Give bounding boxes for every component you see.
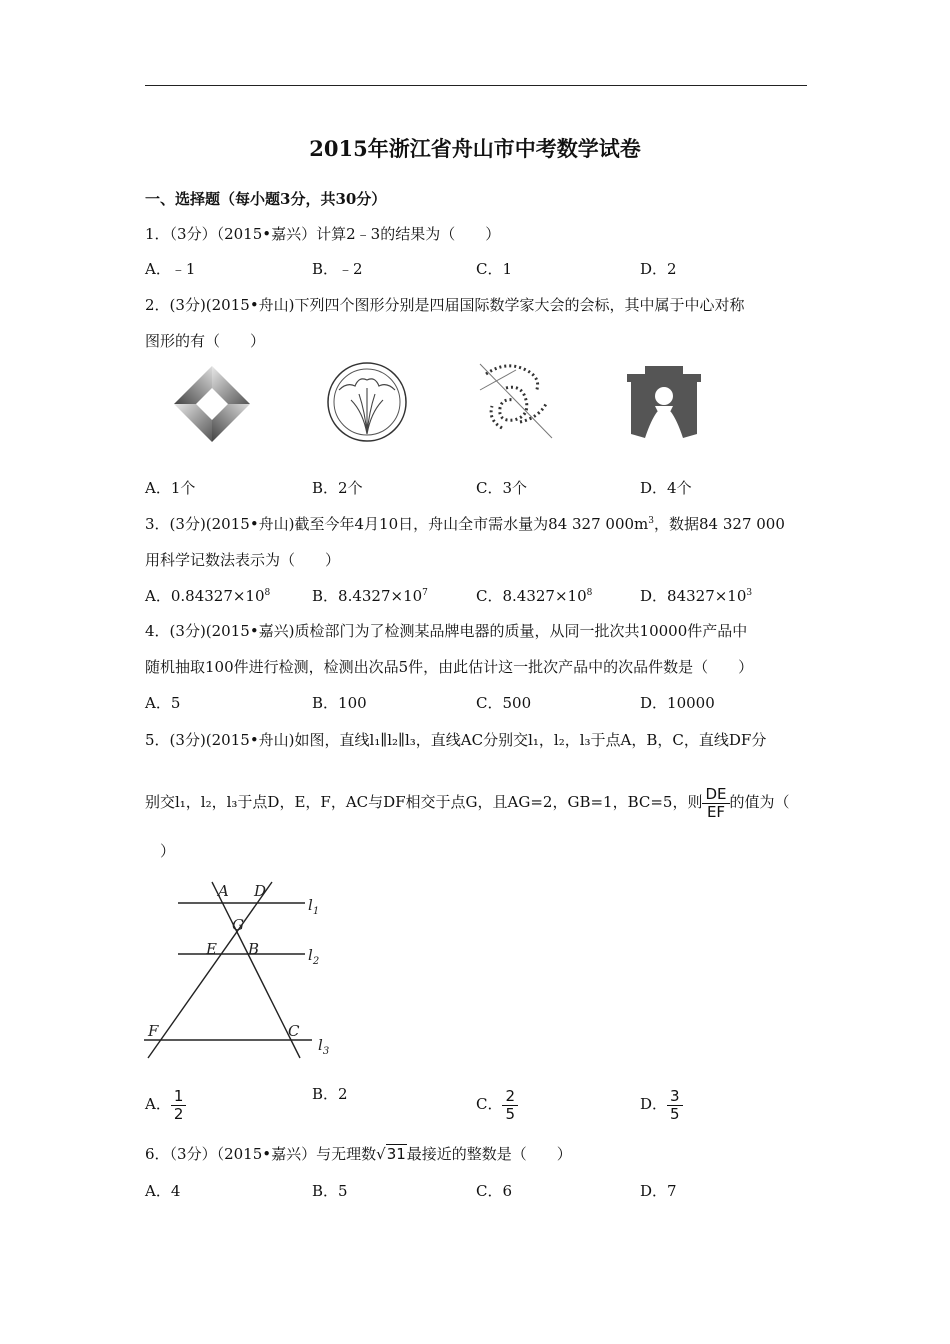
dotted-curve-logo-figure (476, 360, 556, 442)
q5-option-a: A． $\frac{1}{2}$ (145, 1084, 186, 1124)
label-E: E (206, 940, 217, 958)
q6-option-a: A．4 (145, 1182, 181, 1200)
q5-stem-line1: 5．(3分)(2015•舟山)如图，直线l₁∥l₂∥l₃，直线AC分别交l₁，l₂，l₃于点A，B，C，直线DF分 (145, 731, 767, 749)
q1-stem: 1．（3分）（2015•嘉兴）计算2﹣3的结果为（ ） (145, 225, 501, 243)
label-l2: $l_2$ (308, 946, 320, 967)
q3-option-a: A．$0.84327\times 10^8$ (145, 587, 271, 605)
q3-stem-line2: 用科学记数法表示为（ ） (145, 551, 341, 569)
q2-stem-line2: 图形的有（ ） (145, 332, 266, 350)
temple-logo-figure (625, 364, 703, 440)
label-D: D (254, 882, 267, 900)
q5-option-c: C． $\frac{2}{5}$ (476, 1084, 518, 1124)
q1-option-a: A．﹣1 (145, 260, 196, 278)
q2-stem-line1: 2．(3分)(2015•舟山)下列四个图形分别是四届国际数学家大会的会标，其中属于中心对称 (145, 296, 745, 314)
q5-stem-line2: 别交l₁，l₂，l₃于点D，E，F，AC与DF相交于点G，且AG=2，GB=1，BC=5，则 $\frac{DE}{EF}$ 的值为（ (145, 784, 790, 821)
label-l1: $l_1$ (308, 896, 320, 917)
q6-option-d: D．7 (640, 1182, 677, 1200)
pinwheel-logo-figure (172, 364, 252, 444)
q2-option-c: C．3个 (476, 479, 528, 497)
q2-option-d: D．4个 (640, 479, 692, 497)
section-heading: 一、选择题（每小题3分，共30分） (145, 190, 387, 208)
q5-fraction-de-ef: $\frac{DE}{EF}$ (702, 786, 729, 821)
page-title: 2015年浙江省舟山市中考数学试卷 (309, 136, 641, 161)
q5-option-d: D． $\frac{3}{5}$ (640, 1084, 683, 1124)
label-F: F (148, 1022, 159, 1040)
label-A: A (218, 882, 229, 900)
sqrt-expression: √31 (376, 1145, 406, 1163)
q4-stem-line1: 4．(3分)(2015•嘉兴)质检部门为了检测某品牌电器的质量，从同一批次共10000件产品中 (145, 622, 748, 640)
q4-option-d: D．10000 (640, 694, 715, 712)
circle-arcs-logo-figure (325, 360, 409, 444)
q3-option-c: C．$8.4327\times 10^8$ (476, 587, 593, 605)
q4-option-a: A．5 (145, 694, 181, 712)
parallel-lines-figure (142, 880, 342, 1060)
q3-stem-line1: 3．(3分)(2015•舟山)截至今年4月10日，舟山全市需水量为84 327 $000m^3$，数据84 327 000 (145, 515, 785, 533)
q2-option-a: A．1个 (145, 479, 196, 497)
label-C: C (288, 1022, 300, 1040)
q6-stem: 6．（3分）（2015•嘉兴）与无理数√31最接近的整数是（ ） (145, 1145, 572, 1163)
q4-option-c: C．500 (476, 694, 532, 712)
q3-option-d: D．$84327\times 10^3$ (640, 587, 753, 605)
label-B: B (248, 940, 260, 958)
label-G: G (232, 916, 244, 934)
q1-option-b: B．﹣2 (312, 260, 363, 278)
q1-option-c: C．1 (476, 260, 513, 278)
q2-option-b: B．2个 (312, 479, 363, 497)
q6-option-b: B．5 (312, 1182, 348, 1200)
q3-option-b: B．$8.4327\times 10^7$ (312, 587, 428, 605)
header-rule (145, 85, 807, 86)
q4-option-b: B．100 (312, 694, 367, 712)
q5-option-b: B．2 (312, 1085, 348, 1103)
q4-stem-line2: 随机抽取100件进行检测，检测出次品5件，由此估计这一批次产品中的次品件数是（ ） (145, 658, 754, 676)
label-l3: $l_3$ (318, 1036, 330, 1057)
q5-stem-line3: ） (145, 842, 176, 860)
q6-option-c: C．6 (476, 1182, 513, 1200)
q1-option-d: D．2 (640, 260, 677, 278)
